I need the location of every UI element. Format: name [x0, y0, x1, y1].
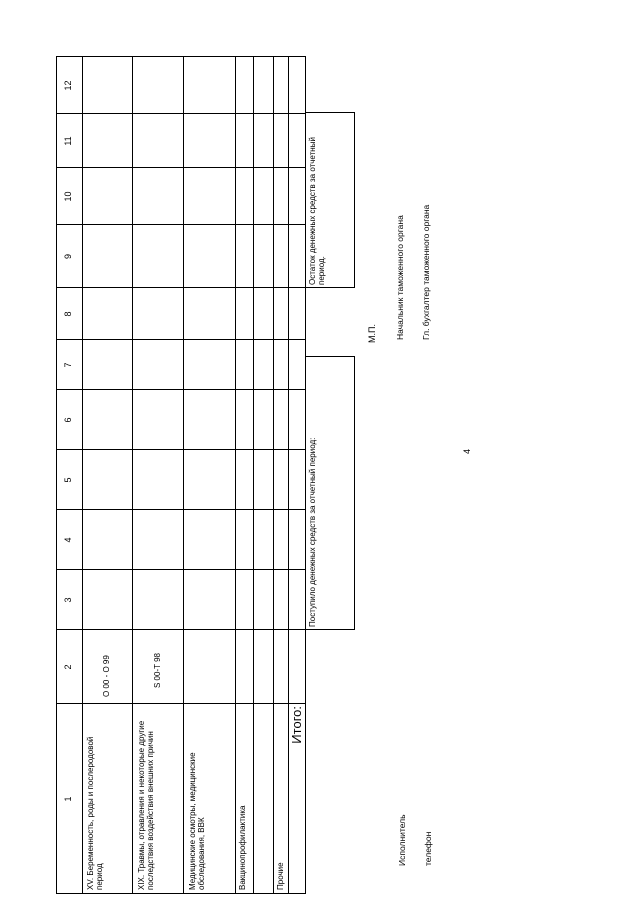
received-funds-label: Поступило денежных средств за отчетный период:	[308, 437, 317, 627]
col-number: 6	[63, 417, 73, 423]
col-number: 9	[63, 254, 73, 260]
total-label: Итого:	[289, 706, 304, 744]
col-number: 1	[63, 796, 73, 802]
head-signature-label: Начальник таможенного органа	[395, 215, 405, 340]
col-number: 4	[63, 537, 73, 543]
col-number: 8	[63, 311, 73, 317]
stamp-mark: М.П.	[367, 324, 377, 343]
phone-label: телефон	[423, 831, 433, 866]
col-number: 11	[63, 136, 73, 146]
row-label-injuries: XIX. Травмы, отравления и некоторые другие последствия воздействия внешних причин	[137, 720, 156, 890]
col-number: 5	[63, 477, 73, 483]
col-number: 7	[63, 362, 73, 368]
row-code-injuries: S 00-T 98	[153, 653, 162, 688]
row-label-vaccination: Вакцинопрофилактика	[238, 805, 247, 890]
row-label-medical-exams: Медицинские осмотры, медицинские обследования, ВВК	[188, 752, 207, 890]
col-number: 10	[63, 191, 73, 202]
balance-funds-label: Остаток денежных средств за отчетный период.	[308, 137, 327, 285]
col-number: 12	[63, 80, 73, 91]
col-number: 3	[63, 597, 73, 603]
page-number: 4	[462, 448, 472, 454]
executor-label: Исполнитель	[397, 814, 407, 866]
row-label-pregnancy: XV. Беременность, роды и послеродовой период	[86, 736, 105, 890]
row-label-other: Прочие	[276, 862, 285, 890]
chief-accountant-signature-label: Гл. бухгалтер таможенного органа	[421, 204, 431, 340]
row-code-pregnancy: O 00 - O 99	[102, 655, 111, 697]
col-number: 2	[63, 664, 73, 670]
